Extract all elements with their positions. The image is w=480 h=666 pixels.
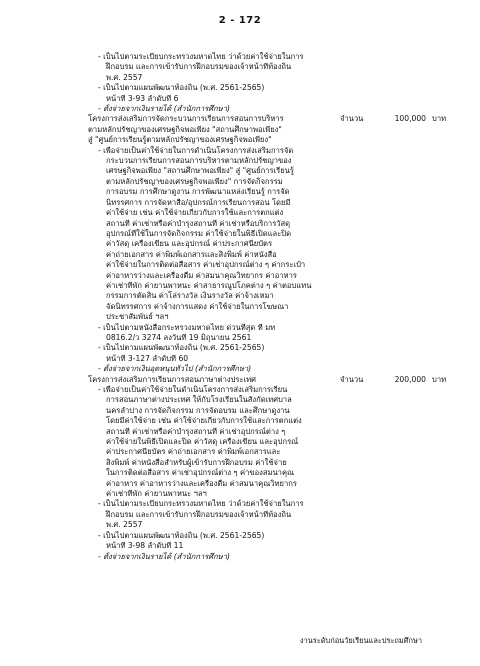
amount-unit: บาท [432, 114, 447, 124]
reference-line: - เป็นไปตามระเบียบกระทรวงมหาดไทย ว่าด้วยค่าใช้จ่ายในการ [98, 52, 304, 61]
detail-line: สถานที่ ค่าเช่าหรือค่าบำรุงสถานที่ ค่าเช่าหรือบริการวัสดุ [106, 218, 291, 228]
detail-line: ตามหลักปรัชญาของเศรษฐกิจพอเพียง" การจัดกิจกรรม [106, 176, 283, 186]
reference-line: หน้าที่ 3-127 ลำดับที่ 60 [106, 353, 189, 363]
reference-line: - เป็นไปตามแผนพัฒนาท้องถิ่น (พ.ศ. 2561-2565) [98, 83, 265, 93]
project-title: ตามหลักปรัชญาของเศรษฐกิจพอเพียง "สถานศึกษาพอเพียง" [88, 124, 282, 134]
reference-line: - เป็นไปตามแผนพัฒนาท้องถิ่น (พ.ศ. 2561-2565) [98, 530, 265, 540]
reference-line: ฝึกอบรม และการเข้ารับการฝึกอบรมของเจ้าหน้าที่ท้องถิ่น [106, 509, 292, 519]
detail-line: ค่าถ่ายเอกสาร ค่าพิมพ์เอกสารและสิ่งพิมพ์ ค่าหนังสือ [106, 249, 277, 259]
detail-line: ในการติดต่อสื่อสาร ค่าเช่าอุปกรณ์ต่าง ๆ ค่าของสมนาคุณ [106, 468, 295, 478]
carryover-references [88, 52, 460, 114]
detail-line: ค่าใช้จ่าย เช่น ค่าใช้จ่ายเกี่ยวกับการใช้และการตกแต่ง [106, 208, 284, 218]
detail-line: จัดนิทรรศการ ค่าจ้างการแสดง ค่าใช้จ่ายในการโฆษณา [106, 301, 289, 311]
project-foreign-language [88, 375, 460, 385]
reference-line: หน้าที่ 3-93 ลำดับที่ 6 [106, 93, 179, 103]
detail-line: ค่าเช่าที่พัก ค่ายานพาหนะ ค่าสาธารณูปโภคต่าง ๆ ค่าตอบแทน [106, 280, 312, 290]
detail-line: เศรษฐกิจพอเพียง "สถานศึกษาพอเพียง" สู่ "ศูนย์การเรียนรู้ [106, 166, 294, 176]
detail-line: การสอนภาษาต่างประเทศ ให้กับโรงเรียนในสังกัดเทศบาล [106, 395, 292, 405]
reference-line: 0816.2/ว 3274 ลงวันที่ 19 มิถุนายน 2561 [106, 332, 252, 342]
project-amount [340, 114, 460, 124]
project-references [88, 499, 460, 561]
detail-line: การอบรม การศึกษาดูงาน การพัฒนาแหล่งเรียนรู้ การจัด [106, 187, 290, 197]
funding-source-line: - ตั้งจ่ายจากเงินรายได้ (สำนักการศึกษา) [98, 551, 230, 561]
funding-source-line: - ตั้งจ่ายจากเงินอุดหนุนทั่วไป (สำนักการศึกษา) [98, 364, 252, 374]
detail-line: ค่าเช่าที่พัก ค่ายานพาหนะ ฯลฯ [106, 489, 207, 499]
reference-line: - เป็นไปตามระเบียบกระทรวงมหาดไทย ว่าด้วยค่าใช้จ่ายในการ [98, 499, 304, 509]
document-body [88, 52, 460, 562]
detail-line: ค่าประกาศนียบัตร ค่าถ่ายเอกสาร ค่าพิมพ์เอกสารและ [106, 447, 281, 457]
detail-line: นิทรรศการ การจัดหาสื่อ/อุปกรณ์การเรียนการสอน โดยมี [106, 197, 291, 207]
detail-line: โดยมีค่าใช้จ่าย เช่น ค่าใช้จ่ายเกี่ยวกับการใช้และการตกแต่ง [106, 416, 302, 426]
page-number: 2 - 172 [218, 15, 262, 26]
detail-line: กรรมการตัดสิน ค่าโล่รางวัล เงินรางวัล ค่าจ้างเหมา [106, 291, 274, 301]
funding-source-line: - ตั้งจ่ายจากเงินรายได้ (สำนักการศึกษา) [98, 104, 230, 114]
detail-line: ค่าวัสดุ เครื่องเขียน และอุปกรณ์ ค่าประกาศนียบัตร [106, 239, 273, 249]
detail-line: สถานที่ ค่าเช่าหรือค่าบำรุงสถานที่ ค่าเช่าอุปกรณ์ต่าง ๆ [106, 426, 286, 436]
detail-line: กระบวนการเรียนการสอนการบริหารตามหลักปรัชญาของ [106, 156, 292, 166]
amount-label: จำนวน [340, 374, 364, 384]
detail-line: - เพื่อจ่ายเป็นค่าใช้จ่ายในดำเนินโครงการส่งเสริมการเรียน [98, 385, 288, 394]
detail-line: ประชาสัมพันธ์ ฯลฯ [106, 312, 169, 322]
reference-line: - เป็นไปตามแผนพัฒนาท้องถิ่น (พ.ศ. 2561-2565) [98, 343, 265, 353]
reference-line: พ.ศ. 2557 [106, 520, 143, 530]
reference-line: หน้าที่ 3-98 ลำดับที่ 11 [106, 541, 184, 551]
amount-value: 200,000 [394, 374, 426, 384]
reference-line: - เป็นไปตามหนังสือกระทรวงมหาดไทย ด่วนที่สุด ที่ มท [98, 322, 276, 332]
detail-line: ค่าอาหารว่างและเครื่องดื่ม ค่าสมนาคุณวิทยากร ค่าอาหาร [106, 270, 297, 280]
project-title: โครงการส่งเสริมการจัดกระบวนการเรียนการสอนการบริหาร [88, 114, 284, 124]
detail-line: ค่าใช้จ่ายในพิธีเปิดและปิด ค่าวัสดุ เครื่องเขียน และอุปกรณ์ [106, 437, 299, 447]
project-amount [340, 375, 460, 385]
detail-line: - เพื่อจ่ายเป็นค่าใช้จ่ายในการดำเนินโครงการส่งเสริมการจัด [98, 145, 294, 155]
project-detail [88, 385, 460, 499]
reference-line: ฝึกอบรม และการเข้ารับการฝึกอบรมของเจ้าหน้าที่ท้องถิ่น [106, 62, 292, 72]
project-sufficiency-economy [88, 114, 460, 145]
detail-line: ค่าอาหาร ค่าอาหารว่างและเครื่องดื่ม ค่าสมนาคุณวิทยากร [106, 478, 297, 488]
amount-value: 100,000 [394, 114, 426, 124]
detail-line: ค่าใช้จ่ายในการติดต่อสื่อสาร ค่าเช่าอุปกรณ์ต่าง ๆ ค่ากระเป๋า [106, 260, 306, 270]
project-detail [88, 146, 460, 323]
amount-unit: บาท [432, 374, 447, 384]
detail-line: อุปกรณ์ที่ใช้ในการจัดกิจกรรม ค่าใช้จ่ายในพิธีเปิดและปิด [106, 228, 292, 238]
detail-line: นครลำปาง การจัดกิจกรรม การจัดอบรม และศึกษาดูงาน [106, 405, 290, 415]
detail-line: สิ่งพิมพ์ ค่าหนังสือสำหรับผู้เข้ารับการฝึกอบรม ค่าใช้จ่าย [106, 457, 287, 467]
project-references [88, 323, 460, 375]
reference-line: พ.ศ. 2557 [106, 72, 143, 82]
project-title: โครงการส่งเสริมการเรียนการสอนภาษาต่างประเทศ [88, 374, 256, 384]
amount-label: จำนวน [340, 114, 364, 124]
project-title: สู่ "ศูนย์การเรียนรู้ตามหลักปรัชญาของเศรษฐกิจพอเพียง" [88, 135, 272, 145]
page-footer: งานระดับก่อนวัยเรียนและประถมศึกษา [300, 636, 422, 645]
